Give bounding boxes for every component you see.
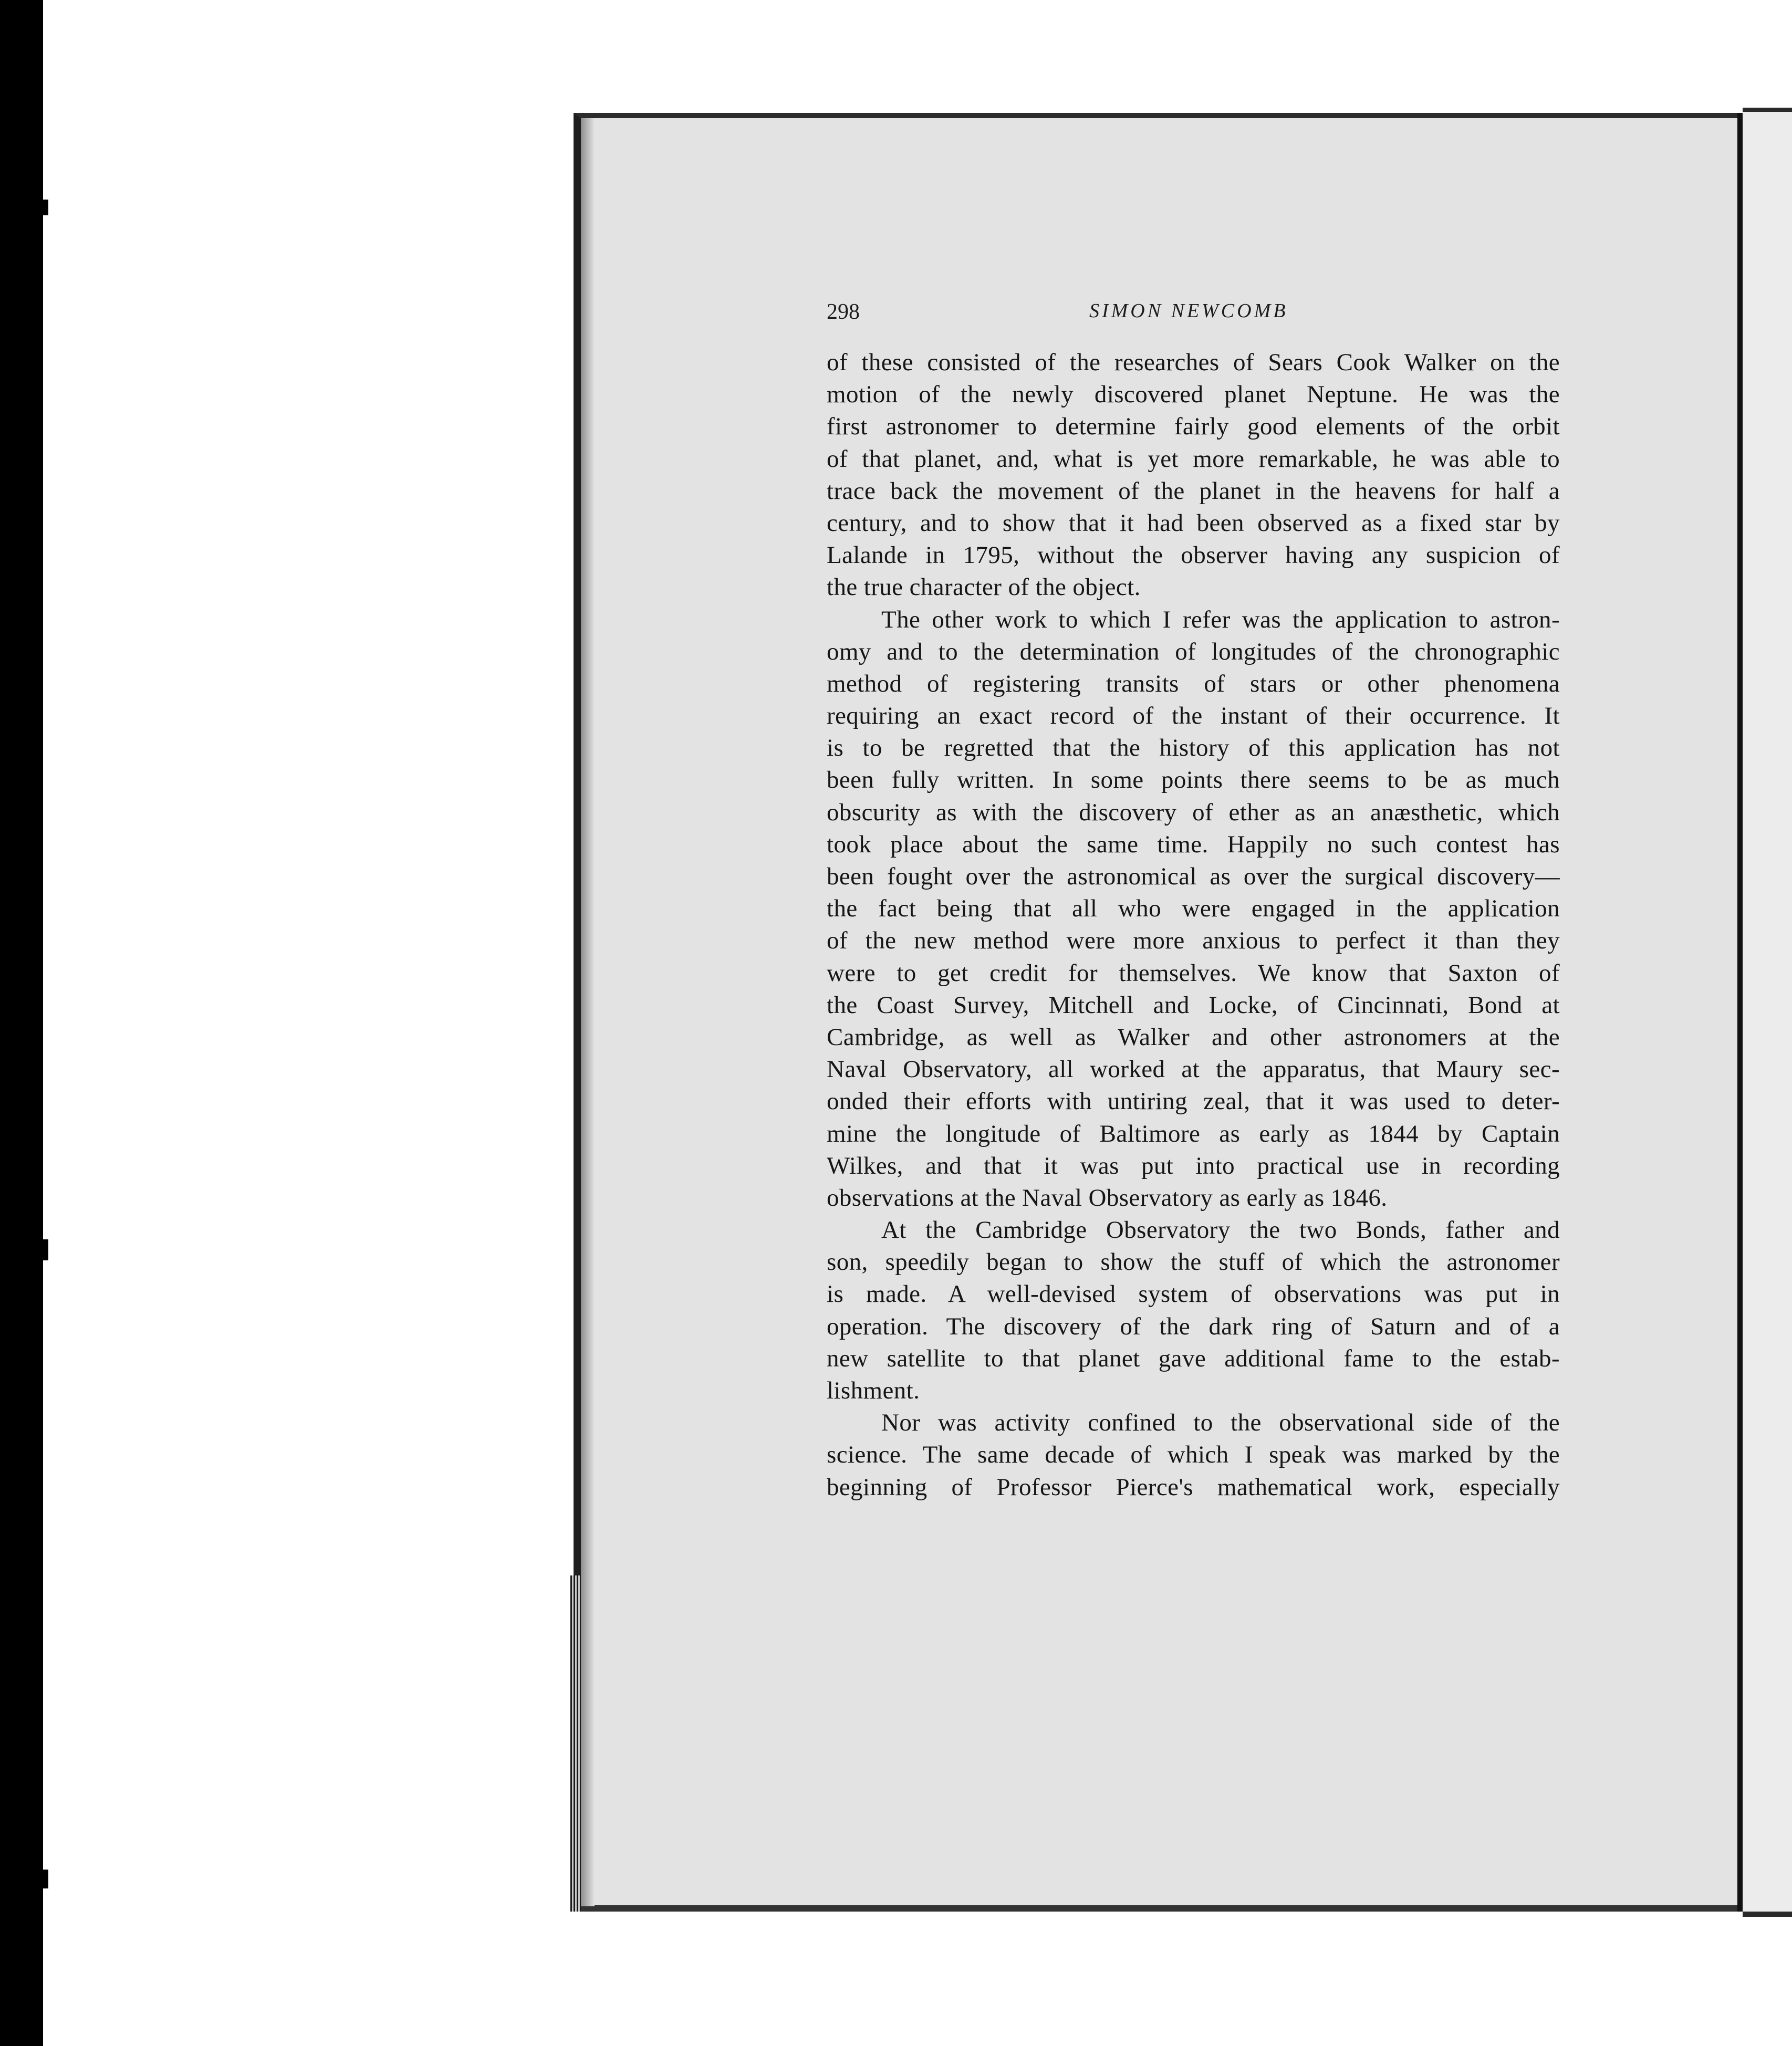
- text-line: century, and to show that it had been observed as a fixed star by: [827, 509, 1560, 537]
- text-line: At the Cambridge Observatory the two Bonds, father and: [881, 1216, 1560, 1244]
- text-line: onded their efforts with untiring zeal, that it was used to deter-: [827, 1088, 1560, 1115]
- page-number: 298: [827, 300, 860, 324]
- text-line: took place about the same time. Happily no such contest has: [827, 830, 1560, 858]
- page-stack-edge: [570, 1575, 581, 1912]
- text-line: first astronomer to determine fairly good elements of the orbit: [827, 413, 1560, 441]
- text-line: is made. A well-devised system of observations was put in: [827, 1280, 1560, 1308]
- text-line: Wilkes, and that it was put into practical use in recording: [827, 1152, 1560, 1179]
- scanner-edge: [0, 0, 43, 2046]
- text-line: Cambridge, as well as Walker and other astronomers at the: [827, 1023, 1560, 1051]
- text-line: the fact being that all who were engaged in the application: [827, 895, 1560, 923]
- body-text: [827, 347, 1560, 1504]
- text-line: Nor was activity confined to the observational side of the: [881, 1409, 1560, 1437]
- text-line: lishment.: [827, 1377, 920, 1404]
- text-line: requiring an exact record of the instant of their occurrence. It: [827, 702, 1560, 730]
- text-line: motion of the newly discovered planet Neptune. He was the: [827, 381, 1560, 409]
- next-page-edge: [1743, 108, 1792, 1917]
- text-line: beginning of Professor Pierce's mathematical work, especially: [827, 1473, 1560, 1501]
- text-line: of the new method were more anxious to perfect it than they: [827, 927, 1560, 955]
- page-edge-shadow: [581, 118, 595, 1906]
- text-line: mine the longitude of Baltimore as early as 1844 by Captain: [827, 1120, 1560, 1147]
- text-line: Lalande in 1795, without the observer having any suspicion of: [827, 541, 1560, 569]
- scanner-edge-notch: [43, 1870, 48, 1888]
- text-line: son, speedily began to show the stuff of which the astronomer: [827, 1248, 1560, 1276]
- scanner-edge-notch: [43, 200, 48, 215]
- text-line: been fought over the astronomical as over the surgical discovery—: [827, 863, 1560, 890]
- text-line: of that planet, and, what is yet more remarkable, he was able to: [827, 445, 1560, 473]
- text-line: omy and to the determination of longitudes of the chronographic: [827, 638, 1560, 665]
- text-line: obscurity as with the discovery of ether as an anæsthetic, which: [827, 798, 1560, 826]
- book-gutter: [1737, 113, 1743, 1912]
- text-line: the true character of the object.: [827, 573, 1141, 601]
- text-line: been fully written. In some points there seems to be as much: [827, 766, 1560, 794]
- running-head: SIMON NEWCOMB: [1089, 300, 1288, 322]
- text-line: method of registering transits of stars or other phenomena: [827, 670, 1560, 697]
- page-header: [827, 294, 1560, 331]
- text-line: the Coast Survey, Mitchell and Locke, of Cincinnati, Bond at: [827, 991, 1560, 1019]
- text-line: were to get credit for themselves. We know that Saxton of: [827, 959, 1560, 987]
- text-line: trace back the movement of the planet in the heavens for half a: [827, 477, 1560, 505]
- text-line: The other work to which I refer was the application to astron-: [881, 606, 1560, 633]
- text-line: science. The same decade of which I speak was marked by the: [827, 1441, 1560, 1469]
- text-line: operation. The discovery of the dark ring of Saturn and of a: [827, 1312, 1560, 1340]
- text-line: Naval Observatory, all worked at the apparatus, that Maury sec-: [827, 1056, 1560, 1083]
- scanner-edge-notch: [43, 1239, 48, 1260]
- text-line: is to be regretted that the history of this application has not: [827, 734, 1560, 762]
- text-line: new satellite to that planet gave additional fame to the estab-: [827, 1344, 1560, 1372]
- text-line: observations at the Naval Observatory as early as 1846.: [827, 1184, 1388, 1212]
- text-line: of these consisted of the researches of Sears Cook Walker on the: [827, 349, 1560, 376]
